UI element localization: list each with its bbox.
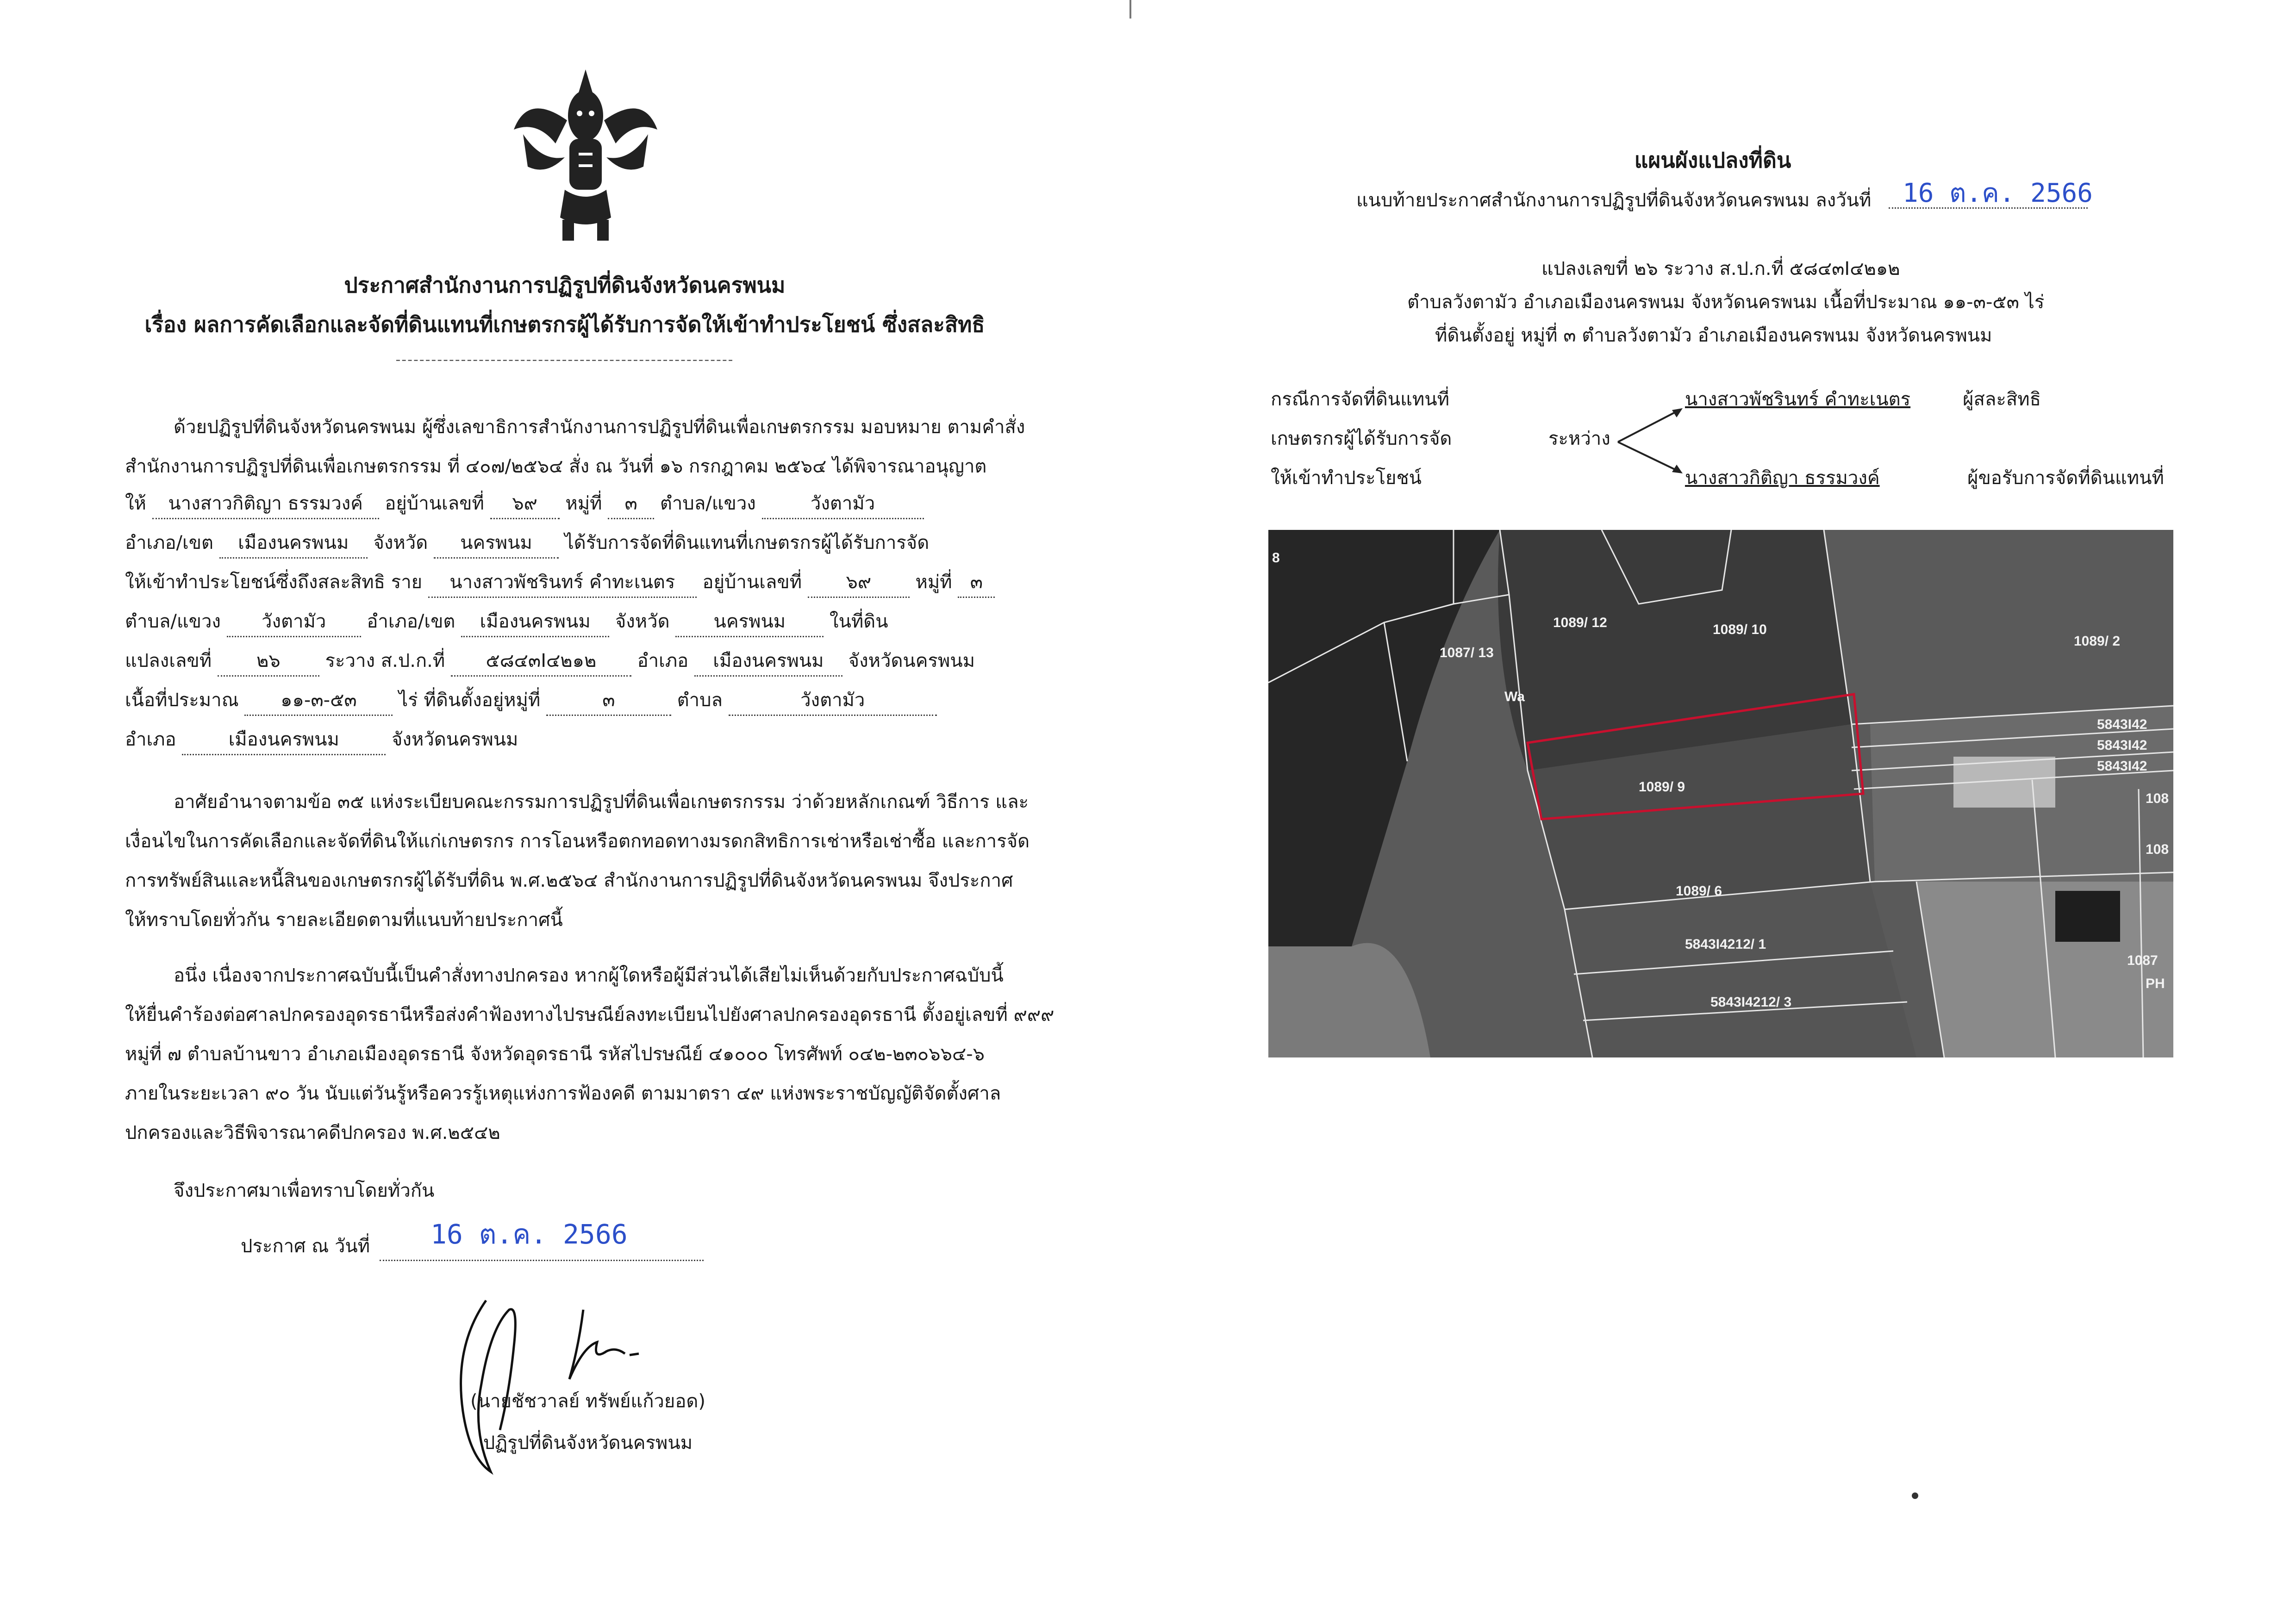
case-line-3: ให้เข้าทำประโยชน์	[1271, 467, 1422, 489]
para3-line-2: ให้ยื่นคำร้องต่อศาลปกครองอุดรธานีหรือส่งคำฟ้องทางไปรษณีย์ลงทะเบียนไปยังศาลปกครองอุดรธานี ตั้งอยู่เลขที่ ๙๙๙	[125, 1004, 1054, 1026]
para2-line-1: อาศัยอำนาจตามข้อ ๓๕ แห่งระเบียบคณะกรรมการปฏิรูปที่ดินเพื่อเกษตรกรรม ว่าด้วยหลักเกณฑ์ วิธีการ และ	[174, 791, 1029, 813]
recipient-name: นางสาวกิติญา ธรรมวงค์	[152, 488, 379, 519]
map-label: 5843I42	[2097, 717, 2147, 732]
body-line-1: ด้วยปฏิรูปที่ดินจังหวัดนครพนม ผู้ซึ่งเลขาธิการสำนักงานการปฏิรูปที่ดินเพื่อเกษตรกรรม มอบหมาย ตามคำสั่ง	[174, 417, 1025, 438]
waiver-party-name: นางสาวพัชรินทร์ คำทะเนตร	[1685, 389, 1911, 410]
announce-date-label: ประกาศ ณ วันที่	[241, 1236, 370, 1257]
separator-line: ---------------------------------------------------------	[395, 352, 734, 368]
map-subtitle: แนบท้ายประกาศสำนักงานการปฏิรูปที่ดินจังหวัดนครพนม ลงวันที่	[1356, 190, 1872, 211]
form-line-area: เนื้อที่ประมาณ ๑๑-๓-๕๓ ไร่ ที่ดินตั้งอยู่หมู่ที่ ๓ ตำบล วังตามัว	[125, 685, 937, 716]
map-label: PH	[2146, 976, 2165, 991]
form-line-location: ตำบล/แขวง วังตามัว อำเภอ/เขต เมืองนครพนม จังหวัด นครพนม ในที่ดิน	[125, 606, 888, 637]
map-label: 5843I4212/ 1	[1685, 937, 1766, 952]
recipient-party-name: นางสาวกิติญา ธรรมวงค์	[1685, 467, 1880, 489]
plot-info-line-3: ที่ดินตั้งอยู่ หมู่ที่ ๓ ตำบลวังตามัว อำเภอเมืองนครพนม จังหวัดนครพนม	[1435, 325, 1992, 346]
plot-info-line-1: แปลงเลขที่ ๒๖ ระวาง ส.ป.ก.ที่ ๕๘๔๓I๔๒๑๒	[1541, 258, 1900, 280]
map-label: 1089/ 10	[1713, 622, 1767, 637]
para3-line-5: ปกครองและวิธีพิจารณาคดีปกครอง พ.ศ.๒๕๔๒	[125, 1122, 500, 1144]
page-fold-divider	[1129, 0, 1131, 19]
garuda-emblem	[509, 65, 662, 245]
map-label: 8	[1272, 550, 1280, 566]
form-line-waiver: ให้เข้าทำประโยชน์ซึ่งถึงสละสิทธิ ราย นางสาวพัชรินทร์ คำทะเนตร อยู่บ้านเลขที่ ๖๙ หมู่ที่ ๓	[125, 567, 995, 598]
map-label: 1089/ 9	[1639, 779, 1685, 795]
waiver-party-role: ผู้สละสิทธิ	[1963, 389, 2041, 410]
form-line-amphoe: อำเภอ เมืองนครพนม จังหวัดนครพนม	[125, 724, 518, 755]
para3-line-3: หมู่ที่ ๗ ตำบลบ้านขาว อำเภอเมืองอุดรธานี จังหวัดอุดรธานี รหัสไปรษณีย์ ๔๑๐๐๐ โทรศัพท์ ๐๔๒-๒๓๐๖๖๔-๖	[125, 1044, 985, 1065]
map-label: 108	[2146, 791, 2169, 806]
date-underline	[380, 1260, 704, 1261]
announcement-subject: เรื่อง ผลการคัดเลือกและจัดที่ดินแทนที่เกษตรกรผู้ได้รับการจัดให้เข้าทำประโยชน์ ซึ่งสละสิทธิ	[144, 312, 985, 337]
map-label: Wa	[1504, 689, 1525, 704]
para2-line-3: การทรัพย์สินและหนี้สินของเกษตรกรผู้ได้รับที่ดิน พ.ศ.๒๕๖๔ สำนักงานการปฏิรูปที่ดินจังหวัดนครพนม จึงประกาศ	[125, 870, 1013, 891]
map-label: 1089/ 2	[2074, 634, 2121, 649]
map-label: 5843I42	[2097, 738, 2147, 753]
form-line-plot: แปลงเลขที่ ๒๖ ระวาง ส.ป.ก.ที่ ๕๘๔๓I๔๒๑๒ อำเภอ เมืองนครพนม จังหวัดนครพนม	[125, 646, 975, 677]
form-line-district: อำเภอ/เขต เมืองนครพนม จังหวัด นครพนม ได้รับการจัดที่ดินแทนที่เกษตรกรผู้ได้รับการจัด	[125, 528, 929, 559]
announcement-title: ประกาศสำนักงานการปฏิรูปที่ดินจังหวัดนครพนม	[344, 273, 786, 298]
map-label: 1089/ 12	[1553, 615, 1607, 630]
map-title: แผนผังแปลงที่ดิน	[1634, 148, 1791, 173]
aerial-plot-map	[1268, 530, 2173, 1057]
para3-line-4: ภายในระยะเวลา ๙๐ วัน นับแต่วันรู้หรือควรรู้เหตุแห่งการฟ้องคดี ตามมาตรา ๔๙ แห่งพระราชบัญญัติจัดตั้งศาล	[125, 1083, 1001, 1104]
map-label: 5843I42	[2097, 759, 2147, 774]
handwritten-date: 16 ต.ค. 2566	[430, 1219, 628, 1250]
map-label: 1089/ 6	[1676, 883, 1722, 899]
para2-line-2: เงื่อนไขในการคัดเลือกและจัดที่ดินให้แก่เกษตรกร การโอนหรือตกทอดทางมรดกสิทธิการเช่าหรือเช่าซื้อ และการจัด	[125, 831, 1030, 852]
recipient-party-role: ผู้ขอรับการจัดที่ดินแทนที่	[1967, 467, 2164, 489]
closing-text: จึงประกาศมาเพื่อทราบโดยทั่วกัน	[174, 1180, 435, 1201]
map-label: 1087	[2127, 953, 2158, 968]
arrows-icon	[1616, 403, 1690, 481]
para3-line-1: อนึ่ง เนื่องจากประกาศฉบับนี้เป็นคำสั่งทางปกครอง หากผู้ใดหรือผู้มีส่วนได้เสียไม่เห็นด้วยกับประกาศฉบับนี้	[174, 965, 1004, 986]
case-line-1: กรณีการจัดที่ดินแทนที่	[1271, 389, 1449, 410]
form-line-recipient: ให้ นางสาวกิติญา ธรรมวงค์ อยู่บ้านเลขที่ ๖๙ หมู่ที่ ๓ ตำบล/แขวง วังตามัว	[125, 488, 924, 519]
map-label: 108	[2146, 842, 2169, 857]
case-line-2: เกษตรกรผู้ได้รับการจัด	[1271, 428, 1452, 449]
waiver-name: นางสาวพัชรินทร์ คำทะเนตร	[428, 567, 697, 598]
map-handwritten-date: 16 ต.ค. 2566	[1903, 178, 2093, 208]
signer-name: (นายชัชวาลย์ ทรัพย์แก้วยอด)	[470, 1391, 705, 1412]
map-label: 5843I4212/ 3	[1710, 995, 1792, 1010]
scan-speck	[1912, 1492, 1918, 1499]
between-label: ระหว่าง	[1548, 428, 1610, 449]
plot-info-line-2: ตำบลวังตามัว อำเภอเมืองนครพนม จังหวัดนครพนม เนื้อที่ประมาณ ๑๑-๓-๕๓ ไร่	[1407, 292, 2045, 313]
body-line-2: สำนักงานการปฏิรูปที่ดินเพื่อเกษตรกรรม ที่ ๔๐๗/๒๕๖๔ สั่ง ณ วันที่ ๑๖ กรกฎาคม ๒๕๖๔ ได้พิจารณาอนุญาต	[125, 456, 987, 477]
para2-line-4: ให้ทราบโดยทั่วกัน รายละเอียดตามที่แนบท้ายประกาศนี้	[125, 909, 563, 931]
signer-title: ปฏิรูปที่ดินจังหวัดนครพนม	[483, 1432, 693, 1454]
map-label: 1087/ 13	[1440, 645, 1494, 660]
